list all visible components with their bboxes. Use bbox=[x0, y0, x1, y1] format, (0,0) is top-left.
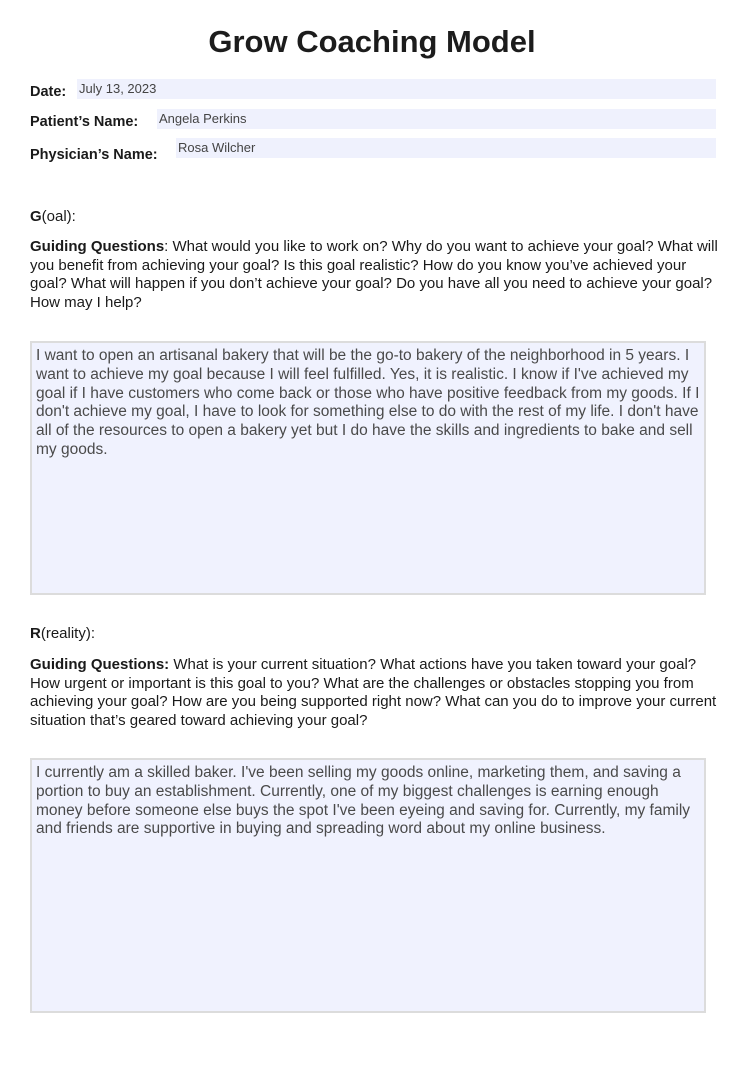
date-label: Date: bbox=[30, 84, 67, 100]
reality-guiding-questions bbox=[30, 656, 720, 730]
physician-name-row bbox=[30, 142, 716, 162]
goal-guide-label: Guiding Questions bbox=[30, 238, 165, 255]
reality-answer-box[interactable]: I currently am a skilled baker. I've been selling my goods online, marketing them, and saving a portion to buy an establishment. Currently, one of my biggest challenges is earning enough money before someone else buys the spot I've been eyeing and saving for. Currently, my family and friends are supportive in buying and spreading word about my online business. bbox=[30, 758, 706, 1013]
patient-name-field[interactable]: Angela Perkins bbox=[157, 109, 716, 129]
goal-guiding-questions bbox=[30, 238, 720, 312]
date-field[interactable]: July 13, 2023 bbox=[77, 79, 716, 99]
patient-name-row bbox=[30, 112, 716, 132]
page-title: Grow Coaching Model bbox=[208, 24, 536, 59]
goal-heading bbox=[30, 208, 76, 225]
goal-answer-box[interactable]: I want to open an artisanal bakery that will be the go-to bakery of the neighborhood in 5 years. I want to achieve my goal because I will feel fulfilled. Yes, it is realistic. I know if I've achieved my goal if I have customers who come back or those who have positive feedback from my goods. If I don't achieve my goal, I have to look for something else to do with the rest of my life. I don't have all of the resources to open a bakery yet but I do have the skills and ingredients to bake and sell my goods. bbox=[30, 341, 706, 595]
date-row bbox=[30, 82, 716, 102]
reality-heading-rest: (reality): bbox=[40, 625, 96, 642]
goal-guide-text: : What would you like to work on? Why do you want to achieve your goal? What will you benefit from achieving your goal? Is this goal realistic? How do you know you’ve achieved your goal? What will happen if you don’t achieve your goal? Do you have all you need to achieve your goal? How may I help? bbox=[30, 238, 718, 311]
physician-name-field[interactable]: Rosa Wilcher bbox=[176, 138, 716, 158]
reality-guide-text: What is your current situation? What actions have you taken toward your goal? How urgent or important is this goal to you? What are the challenges or obstacles stopping you from achieving your goal? How are you being supported right now? What can you do to improve your current situation that’s geared toward achieving your goal? bbox=[30, 656, 717, 729]
goal-letter: G bbox=[30, 208, 42, 225]
physician-name-label: Physician’s Name: bbox=[30, 147, 158, 163]
patient-name-label: Patient’s Name: bbox=[30, 114, 139, 130]
goal-heading-rest: (oal): bbox=[41, 208, 76, 225]
reality-guide-label: Guiding Questions: bbox=[30, 656, 170, 673]
reality-letter: R bbox=[30, 625, 41, 642]
reality-heading bbox=[30, 625, 95, 642]
